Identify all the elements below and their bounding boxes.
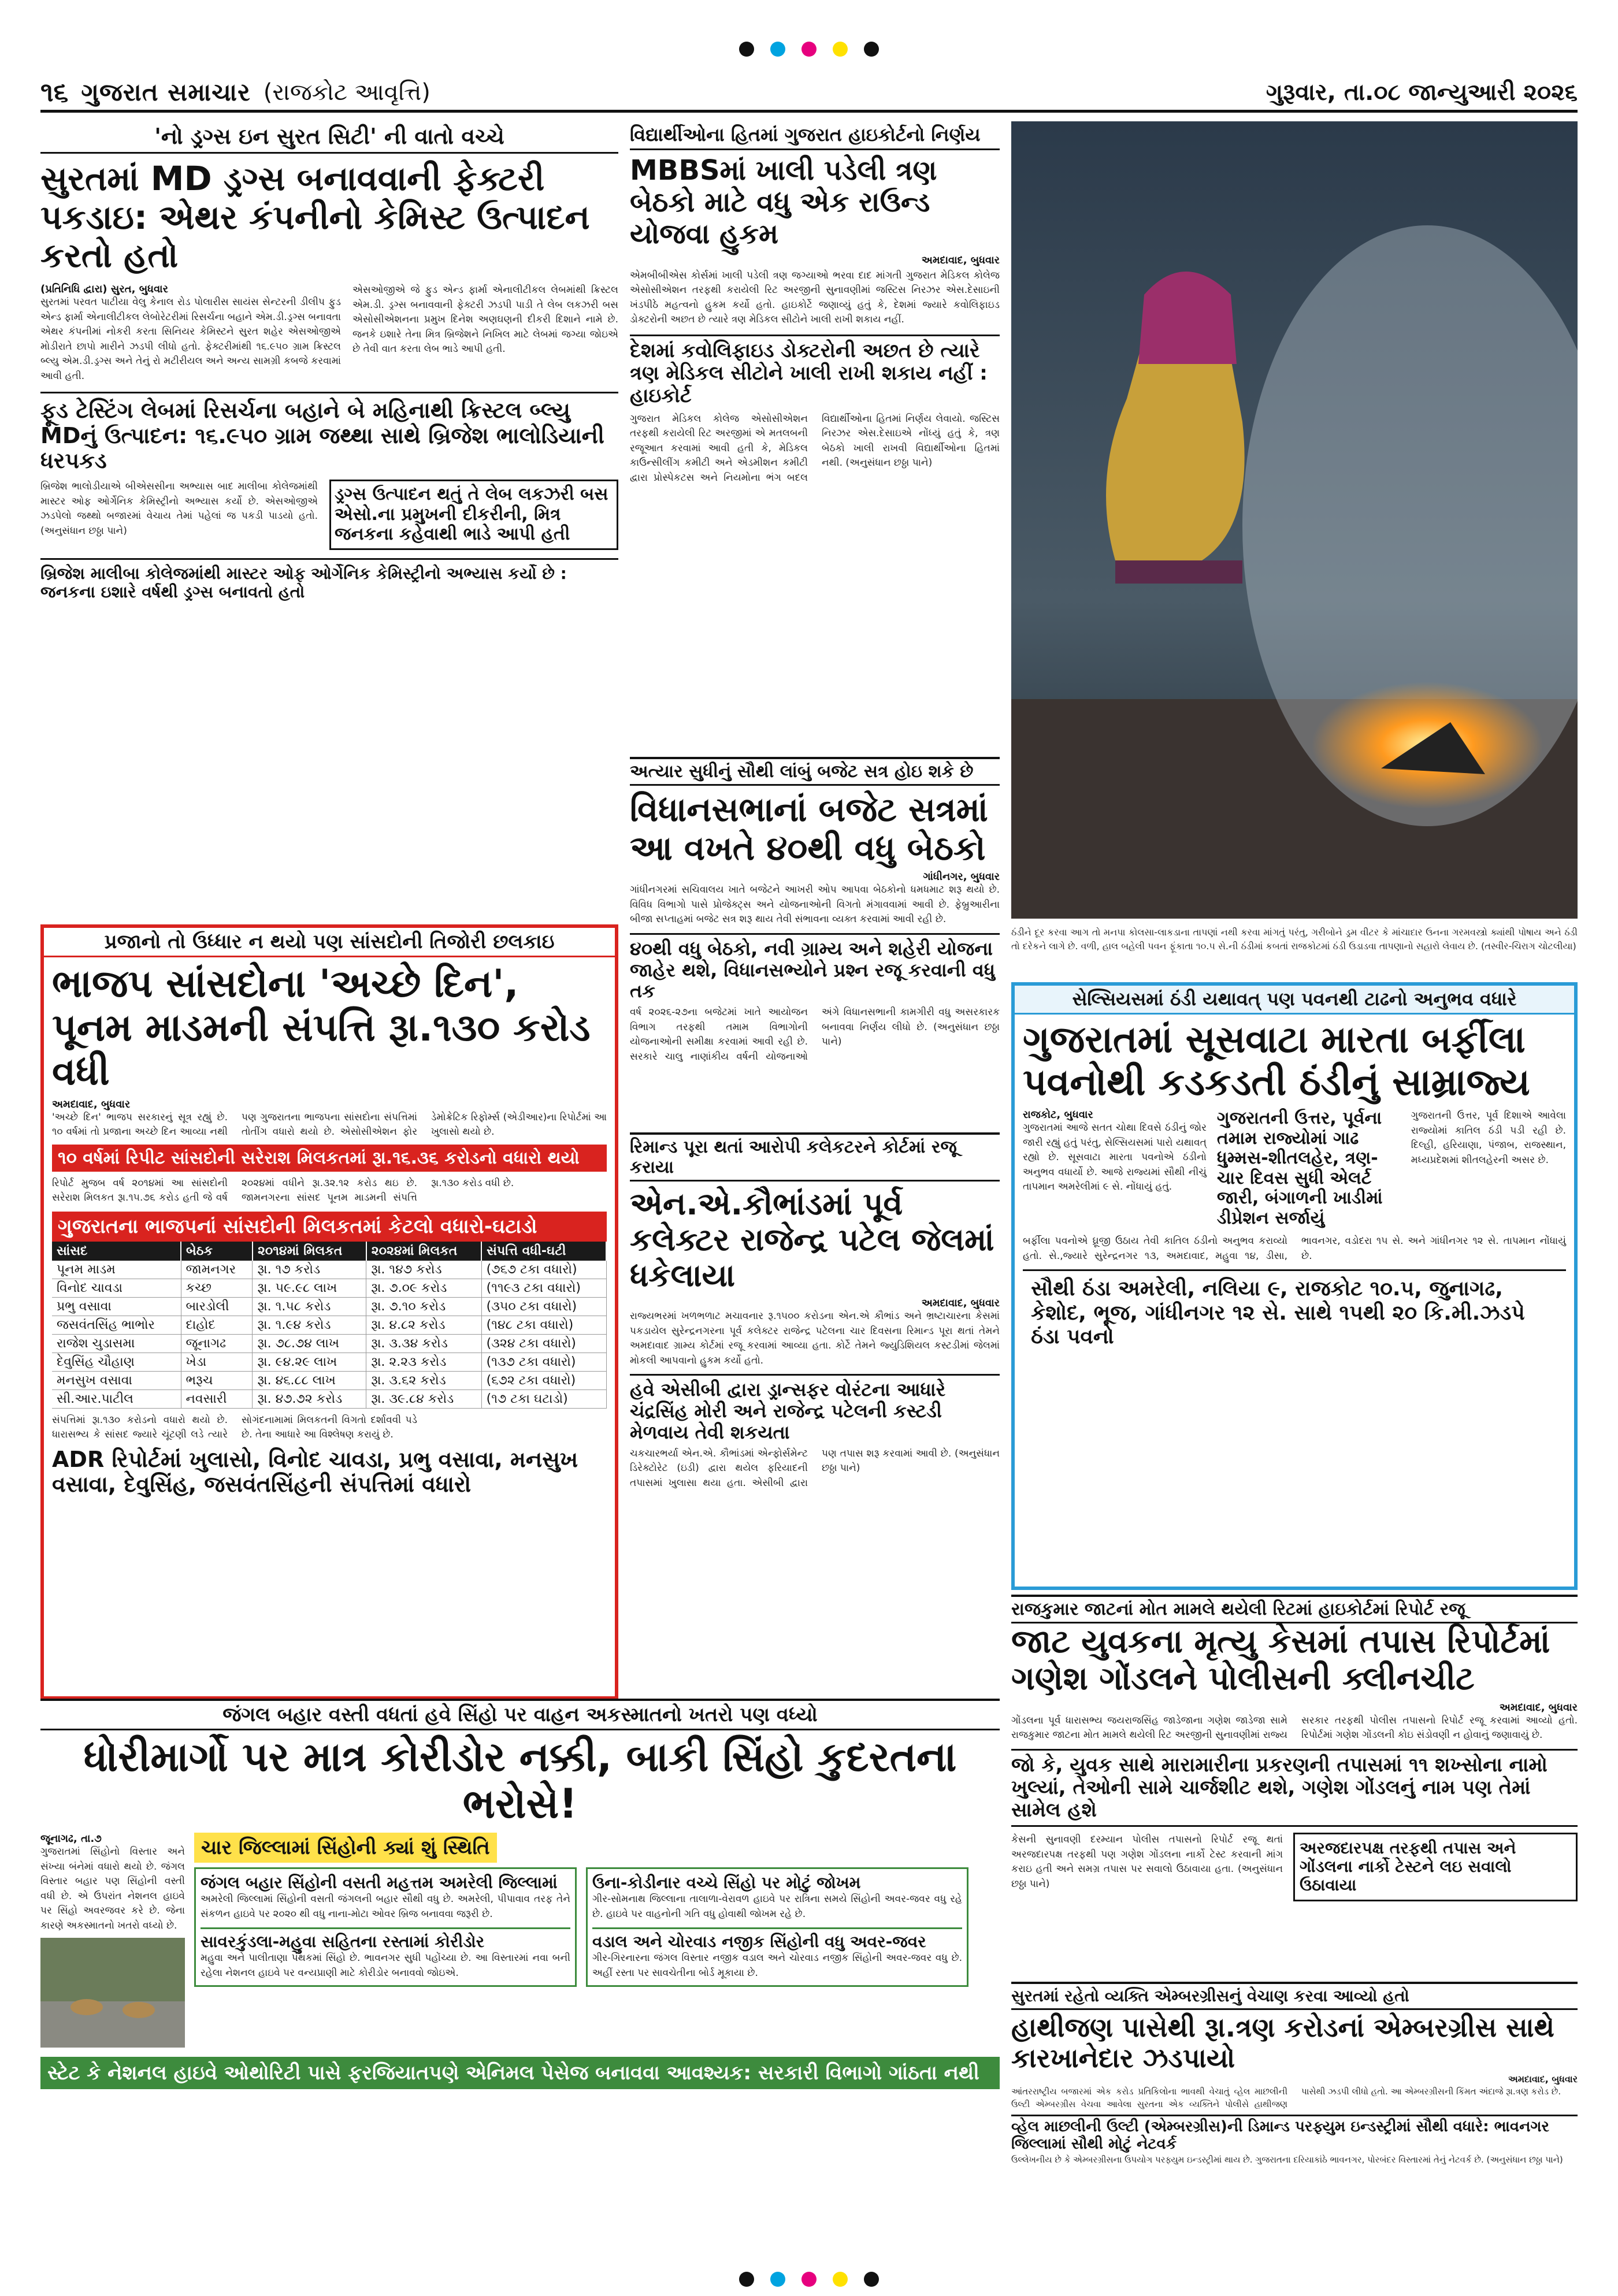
district-body: ગીર-સોમનાથ જિલ્લાના તાલાળા-વેરાવળ હાઇવે પર રાત્રિના સમયે સિંહોની અવર-જવર વધુ રહે છે. હાઇવે પર વાહનોની ગતિ વધુ હોવાથી જોખમ રહે છે. (592, 1893, 962, 1920)
reg-dot-icon (739, 42, 754, 57)
side-headline-text: ગુજરાતની ઉત્તર, પૂર્વના તમામ રાજ્યોમાં ગાઢ ધુમ્મસ-શીતલહેર, ત્રણ-ચાર દિવસ સુધી એલર્ટ જારી, બંગાળની ખાડીમાં ડીપ્રેશન સર્જાયું (1216, 1108, 1383, 1228)
article-body: આંતરરાષ્ટ્રીય બજારમાં એક કરોડ પ્રતિકિલોના ભાવથી વેચાતું વ્હેલ માછલીની ઉલ્ટી એમ્બરગ્રીસ વેચવા આવેલા સુરતના એક વ્યક્તિને પોલીસે હાથીજણ પાસેથી ઝડપી લીધો હતો. આ એમ્બરગ્રીસની કિંમત અંદાજે રૂા.ત્રણ કરોડ છે. (1011, 2086, 1561, 2110)
table-cell: રૂા. ૭.૧૦ કરોડ (366, 1297, 481, 1316)
table-cell: (૩૫૦ ટકા વધારો) (481, 1297, 606, 1316)
sub-headline: બ્રિજેશ માલીબા કોલેજમાંથી માસ્ટર ઓફ ઓર્ગેનિક કેમિસ્ટ્રીનો અભ્યાસ કર્યો છે : જનકના ઇશારે વર્ષથી ડ્રગ્સ બનાવતો હતો (40, 558, 618, 601)
dateline: અમદાવાદ, બુધવાર (921, 1297, 1000, 1310)
dateline: અમદાવાદ, બુધવાર (52, 1098, 131, 1110)
table-cell: જૂનાગઢ (181, 1334, 253, 1353)
sub-headline: જો કે, યુવક સાથે મારામારીના પ્રકરણની તપાસમાં ૧૧ શખ્સોના નામો ખુલ્યાં, તેઓની સામે ચાર્જશીટ થશે, ગણેશ ગોંડલનું નામ પણ તેમાં સામેલ હશે (1011, 1749, 1578, 1827)
table-row (52, 1334, 606, 1353)
table-cell: રૂા. ૩૯.૮૪ કરોડ (366, 1390, 481, 1408)
highlight-box: ૧૦ વર્ષમાં રિપીટ સાંસદોની સરેરાશ મિલકતમાં રૂા.૧૬.૩૬ કરોડનો વધારો થયો (52, 1145, 607, 1172)
table-header: ૨૦૨૪માં મિલકત (366, 1242, 481, 1261)
table-cell: (૧૪૮ ટકા વધારો) (481, 1316, 606, 1334)
article-body-continued: કેસની સુનાવણી દરમ્યાન પોલીસ તપાસનો રિપોર્ટ રજૂ થતાં અરજદારપક્ષ તરફથી પણ ગણેશ ગોંડલના નાર્કો ટેસ્ટ કરવાની માંગ કરાઇ હતી અને સમગ્ર તપાસ પર સવાલો ઉઠાવાયા હતા. (અનુસંધાન છઠ્ઠા પાને) (1011, 1834, 1283, 1890)
table-cell: બારડોલી (181, 1297, 253, 1316)
table-row (52, 1316, 606, 1334)
district-box (194, 1867, 577, 1987)
headline: એન.એ.કૌભાંડમાં પૂર્વ કલેક્ટર રાજેન્દ્ર પટેલ જેલમાં ધકેલાયા (630, 1186, 994, 1294)
headline: વિધાનસભાનાં બજેટ સત્રમાં આ વખતે ૪૦થી વધુ બેઠકો (630, 790, 988, 868)
table-cell: રૂા. ૩.૬૨ કરોડ (366, 1371, 481, 1390)
table-cell: ભરૂચ (181, 1371, 253, 1390)
table-cell: (૭૬૭ ટકા વધારો) (481, 1261, 606, 1279)
reg-dot-icon (833, 2272, 848, 2287)
article-body-continued: રિપોર્ટ મુજબ વર્ષ ૨૦૧૪માં આ સાંસદોની સરેરાશ મિલકત રૂા.૧૫.૭૬ કરોડ હતી જે વર્ષ ૨૦૨૪માં વધીને રૂા.૩૨.૧૨ કરોડ થઇ છે. જામનગરના સાંસદ પૂનમ માડમની સંપત્તિ રૂા.૧૩૦ કરોડ વધી છે. (52, 1177, 514, 1204)
table-cell: રૂા. ૪૭.૭૨ કરોડ (253, 1390, 366, 1408)
headline: MBBSમાં ખાલી પડેલી ત્રણ બેઠકો માટે વધુ એક રાઉન્ડ યોજવા હુકમ (630, 154, 937, 251)
side-headline: ડ્રગ્સ ઉત્પાદન થતું તે લેબ લકઝરી બસ એસો.ના પ્રમુખની દીકરીની, મિત્ર જનકના કહેવાથી ભાડે આપી હતી (329, 480, 618, 550)
article-body: 'અચ્છે દિન' ભાજપ સરકારનું સૂત્ર રહ્યું છે. ૧૦ વર્ષમાં તો પ્રજાના અચ્છે દિન આવ્યા નથી પણ ગુજરાતના ભાજપના સાંસદોના સંપત્તિમાં તોતીંગ વધારો થયો છે. એસોસીએશન ફોર ડેમોક્રેટિક રિફોર્મ્સ (એડીઆર)ના રિપોર્ટમાં આ ખુલાસો થયો છે. (52, 1111, 607, 1138)
table-row (52, 1297, 606, 1316)
issue-date: ગુરૂવાર, તા.૦૮ જાન્યુઆરી ૨૦૨૬ (1266, 79, 1578, 106)
table-cell: રૂા. ૧.૯૪ કરોડ (253, 1316, 366, 1334)
article-mbbs-seats (630, 121, 1000, 745)
side-box-kicker: અરજદારપક્ષ તરફથી તપાસ અને ગોંડલના નાર્કો ટેસ્ટને લઇ સવાલો ઉઠાવાયા (1300, 1838, 1516, 1895)
dateline: અમદાવાદ, બુધવાર (1499, 1701, 1578, 1714)
dateline: રાજકોટ, બુધવાર (1023, 1109, 1093, 1121)
reg-dot-icon (864, 42, 879, 57)
headline: ભાજપ સાંસદોના 'અચ્છે દિન', પૂનમ માડમની સંપત્તિ રૂા.૧૩૦ કરોડ વધી (52, 961, 591, 1094)
table-header: ૨૦૧૪માં મિલકત (253, 1242, 366, 1261)
table-cell: વિનોદ ચાવડા (52, 1279, 181, 1297)
kicker: સુરતમાં રહેતો વ્યક્તિ એમ્બરગ્રીસનું વેચાણ કરવા આવ્યો હતો (1011, 1982, 1578, 2010)
article-body: ગુજરાતમાં આજે સતત ચોથા દિવસે ઠંડીનું જોર જારી રહ્યું હતું પરંતુ, સેલ્સિયસમાં પારો યથાવત્ રહ્યો છે. સૂસવાટા મારતા પવનોએ ઠંડીનો અનુભવ વધાર્યો છે. આજે રાજ્યમાં સૌથી નીચું તાપમાન અમરેલીમાં ૯ સે. નોંધાયું હતું. (1023, 1122, 1207, 1193)
table-title: ગુજરાતના ભાજપનાં સાંસદોની મિલકતમાં કેટલો વધારો-ઘટાડો (52, 1212, 607, 1242)
table-cell: દેવુસિંહ ચૌહાણ (52, 1353, 181, 1371)
article-lions-highway (40, 1699, 1000, 2207)
reg-dot-icon (864, 2272, 879, 2287)
kicker: પ્રજાનો તો ઉધ્ધાર ન થયો પણ સાંસદોની તિજોરી છલકાઇ (44, 928, 615, 957)
district-title: ઉના-કોડીનાર વચ્ચે સિંહો પર મોટું જોખમ (592, 1873, 861, 1892)
kicker: રાજકુમાર જાટનાં મોત મામલે થયેલી રિટમાં હાઇકોર્ટમાં રિપોર્ટ રજૂ (1011, 1595, 1578, 1623)
cold-wave-photo (1011, 121, 1578, 919)
reg-dot-icon (801, 2272, 817, 2287)
table-cell: રાજેશ ચુડાસમા (52, 1334, 181, 1353)
table-cell: રૂા. ૧૪૭ કરોડ (366, 1261, 481, 1279)
article-body: એમબીબીએસ કોર્સમાં ખાલી પડેલી ત્રણ જગ્યાઓ ભરવા દાદ માંગતી ગુજરાત મેડિકલ કોલેજ એસોસીએશન તરફથી કરાયેલી રિટ અરજીની સુનાવણીમાં જસ્ટિસ નિરઝર એસ.દેસાઇની ખંડપીઠે મહત્વનો હુકમ કર્યો હતો. હાઇકોર્ટે જણાવ્યું હતું કે, દેશમાં જ્યારે કવોલિફાઇડ ડોક્ટરોની અછત છે ત્યારે ત્રણ મેડિકલ સીટોને ખાલી રાખી શકાય નહીં. (630, 269, 1000, 326)
photo-caption: ઠંડીને દૂર કરવા આગ તો મનપા કોલસા-લાકડાના તાપણાં નથી કરવા માંગતું પરંતુ, ગરીબોને ડ્રમ વીટર કે માંચાદાર ઉનના ગરમવસ્ત્રો ક્યાંથી પોષાય અને ઠંડી તો દરેકને લાગે છે. વળી, હાલ બહેલી પવન ફૂંકાતા ૧૦.૫ સે.ની ઠંડીમાં કબતાં રાજકોટમાં ઠંડી ઉડાડવા તાપણાનો સહારો લેવાય છે. (તસ્વીર-ચિરાગ ચોટલીયા) (1011, 927, 1578, 952)
article-na-scam (630, 1132, 1000, 1670)
article-ambergris (1011, 1982, 1578, 2259)
sub-headline: વ્હેલ માછલીની ઉલ્ટી (એમ્બરગ્રીસ)ની ડિમાન્ડ પરફ્યુમ ઇન્ડસ્ટ્રીમાં સૌથી વધારે: ભાવનગર જિલ્લામાં સૌથી મોટું નેટવર્ક (1011, 2115, 1578, 2153)
sub-headline: ફૂડ ટેસ્ટિંગ લેબમાં રિસર્ચના બહાને બે મહિનાથી ક્રિસ્ટલ બ્લ્યુ MDનું ઉત્પાદન: ૧૬.૯૫૦ ગ્રામ જથ્થા સાથે બ્રિજેશ ભાલોડિયાની ધરપકડ (40, 392, 618, 474)
masthead (40, 75, 1578, 113)
district-title: સાવરકુંડલા-મહુવા સહિતના રસ્તામાં કોરીડોર (201, 1927, 570, 1951)
kicker: 'નો ડ્રગ્સ ઇન સુરત સિટી' ની વાતો વચ્ચે (40, 121, 618, 154)
article-body-continued: ગુજરાત મેડિકલ કોલેજ એસોસીએશન તરફથી કરાયેલી રિટ અરજીમાં એ મતલબની રજૂઆત કરવામાં આવી હતી કે, મેડિકલ કાઉન્સીલીંગ કમીટી અને એડમીશન કમીટી દ્વારા પ્રોસ્પેકટસ અને નિયમોના ભંગ બદલ વિદ્યાર્થીઓના હિતમાં નિર્ણય લેવાયો. જસ્ટિસ નિરઝર એસ.દેસાઇએ નોંધ્યું હતું કે, ત્રણ બેઠકો ખાલી રાખવી વિદ્યાર્થીઓના હિતમાં નથી. (અનુસંધાન છઠ્ઠા પાને) (630, 413, 1000, 484)
reg-dot-icon (770, 42, 785, 57)
table-cell: જસવંતસિંહ ભાભોર (52, 1316, 181, 1334)
table-cell: (૩૨૪ ટકા વધારો) (481, 1334, 606, 1353)
district-box (586, 1867, 968, 1987)
article-body-continued: એસઓજીએ જે ફુડ એન્ડ ફાર્મા એનાલીટીકલ લેબમાંથી ક્રિસ્ટલ એમ.ડી. ડ્રગ્સ બનાવવાની ફેક્ટરી ઝડપી પાડી તે લેબ લકઝરી બસ એસોસીએશનના પ્રમુખ દિનેશ અણઘણની દીકરી દિશાને નામે છે. જનકે ઇશારે તેના મિત્ર બ્રિજેશને નિખિલ માટે લેબમાં જગ્યા જોઇએ છે તેવી વાત કરતા લેબ ભાડે આપી હતી. (352, 284, 618, 355)
page-number: ૧૬ (40, 76, 69, 107)
table-cell: રૂા. ૧૭ કરોડ (253, 1261, 366, 1279)
article-body: રાજ્યભરમાં ખળભળાટ મચાવનાર રૂ.૧૫૦૦ કરોડના એન.એ કૌભાંડ અને ભ્રષ્ટાચારના કેસમાં પકડાયેલ સુરેન્દ્રનગરના પૂર્વ કલેક્ટર રાજેન્દ્ર પટેલના ચાર દિવસના રિમાન્ડ પૂરા થતાં તેમને અમદાવાદ ગ્રામ્ય કોર્ટમાં રજૂ કરવામાં આવ્યા હતા. કોર્ટે તેમને જ્યુડિશિયલ કસ્ટડીમાં જેલમાં મોકલી આપવાનો હુકમ કર્યો હતો. (630, 1310, 1000, 1366)
table-row (52, 1353, 606, 1371)
photo-block (1011, 121, 1578, 976)
table-cell: રૂા. ૯૪.૨૯ લાખ (253, 1353, 366, 1371)
district-title: વડાલ અને ચોરવાડ નજીક સિંહોની વધુ અવર-જવર (592, 1927, 962, 1951)
article-body-continued: ચકચારભર્યા એન.એ. કૌભાંડમાં એન્ફોર્સમેન્ટ ડિરેક્ટોરેટ (ઇડી) દ્વારા થયેલ ફરિયાદની તપાસમાં ખુલાસા થયા હતા. એસીબી દ્વારા પણ તપાસ શરૂ કરવામાં આવી છે. (અનુસંધાન છઠ્ઠા પાને) (630, 1447, 1000, 1489)
table-cell: રૂા. ૫૯.૯૮ લાખ (253, 1279, 366, 1297)
table-cell: રૂા. ૭૮.૭૪ લાખ (253, 1334, 366, 1353)
article-body: સુરતમાં પરવત પાટીયા વેલુ કેનાલ રોડ પોલારીસ સાયંસ સેન્ટરની ડીલીપ ફુડ એન્ડ ફાર્મા એનાલીટીકલ લેબોરેટરીમાં રિસર્ચના બહાને એમ.ડી.ડ્રગ્સ બનાવતા એથર કંપનીમાં નોકરી કરતા સિનિયર કેમિસ્ટને સુરત શહેર એસઓજીએ મોડીરાતે છાપો મારીને ઝડપી લીધો હતો. ફેક્ટરીમાંથી ૧૬.૯૫૦ ગ્રામ ક્રિસ્ટલ બ્લ્યુ એમ.ડી.ડ્રગ્સ અને તેનું રો મટીરીયલ અને અન્ય સામગ્રી કબજે કરવામાં આવી હતી. (40, 296, 341, 382)
table-cell: રૂા. ૧.૫૮ કરોડ (253, 1297, 366, 1316)
kicker: અત્યાર સુધીનું સૌથી લાંબું બજેટ સત્ર હોઇ શકે છે (630, 757, 1000, 786)
table-cell: રૂા. ૨.૨૩ કરોડ (366, 1353, 481, 1371)
table-row (52, 1371, 606, 1390)
district-body: અમરેલી જિલ્લામાં સિંહોની વસતી જંગલની બહાર સૌથી વધુ છે. અમરેલી, પીપાવાવ તરફ તેને સંકળન હાઇવે પર ૨૦૨૦ થી વધુ નાના-મોટા ઓવર બ્રિજ બનાવવા જરૂરી છે. (201, 1893, 570, 1920)
article-body: બર્ફીલા પવનોએ ઘ્રૂજી ઉઠાય તેવી કાતિલ ઠંડીનો અનુભવ કરાવ્યો હતો. સે.,જ્યારે સુરેન્દ્રનગર ૧૩, અમદાવાદ, મહુવા ૧૪, ડીસા, ભાવનગર, વડોદરા ૧૫ સે. અને ગાંધીનગર ૧૨ સે. તાપમાન નોંધાયું છે. (1023, 1235, 1566, 1262)
kicker: જંગલ બહાર વસ્તી વધતાં હવે સિંહો પર વાહન અકસ્માતનો ખતરો પણ વધ્યો (40, 1699, 1000, 1730)
table-row (52, 1390, 606, 1408)
dateline: અમદાવાદ, બુધવાર (921, 254, 1000, 266)
headline: સુરતમાં MD ડ્રગ્સ બનાવવાની ફેક્ટરી પકડાઇ: એથર કંપનીનો કેમિસ્ટ ઉત્પાદન કરતો હતો (40, 159, 590, 276)
newspaper-name: ગુજરાત સમાચાર (81, 78, 251, 106)
article-body-continued: વર્ષ ૨૦૨૬-૨૭ના બજેટમાં ખાતે આયોજન વિભાગ તરફથી તમામ વિભાગોની યોજનાઓની સમીક્ષા કરવામાં આવી રહી છે. સરકારે ચાલુ નાણાંકીય વર્ષની યોજનાઓ અંગે વિધાનસભાની કામગીરી વધુ અસરકારક બનાવવા નિર્ણય લીધો છે. (અનુસંધાન છઠ્ઠા પાને) (630, 1006, 1000, 1062)
table-header: સંપત્તિ વધી-ઘટી (481, 1242, 606, 1261)
table-cell: નવસારી (181, 1390, 253, 1408)
table-row (52, 1279, 606, 1297)
dateline: અમદાવાદ, બુધવાર (1508, 2073, 1578, 2085)
headline: ગુજરાતમાં સૂસવાટા મારતા બર્ફીલા પવનોથી કડકડતી ઠંડીનું સામ્રાજ્ય (1023, 1019, 1530, 1104)
footer-banner: સ્ટેટ કે નેશનલ હાઇવે ઓથોરિટી પાસે ફરજિયાતપણે એનિમલ પેસેજ બનાવવા આવશ્યક: સરકારી વિભાગો ગાંઠતા નથી (40, 2057, 1000, 2089)
district-body: ગીર-ગિરનારના જંગલ વિસ્તાર નજીક વડાલ અને ચોરવાડ નજીક સિંહોની અવર-જવર વધુ છે. અહીં રસ્તા પર સાવચેતીના બોર્ડ મૂકાયા છે. (592, 1952, 962, 1979)
article-budget-session (630, 757, 1000, 1127)
article-body: ગાંધીનગરમાં સચિવાલય ખાતે બજેટને આખરી ઓપ આપવા બેઠકોનો ધમધમાટ શરૂ થયો છે. વિવિધ વિભાગો પાસે પ્રોજેક્ટ્સ અને યોજનાઓની વિગતો મંગાવવામાં આવી છે. ફેબ્રુઆરીના બીજા સપ્તાહમાં બજેટ સત્ર શરૂ થાય તેવી સંભાવના વ્યક્ત કરવામાં આવી રહી છે. (630, 884, 1000, 926)
reg-dot-icon (739, 2272, 754, 2287)
table-row (52, 1261, 606, 1279)
reg-dot-icon (801, 42, 817, 57)
headline: ધોરીમાર્ગો પર માત્ર કોરીડોર નક્કી, બાકી સિંહો કુદરતના ભરોસે! (83, 1733, 957, 1827)
article-md-drugs (40, 121, 618, 919)
table-cell: (૧૩૭ ટકા વધારો) (481, 1353, 606, 1371)
kicker: વિદ્યાર્થીઓના હિતમાં ગુજરાત હાઇકોર્ટનો નિર્ણય (630, 121, 1000, 150)
table-cell: રૂા. ૭.૦૯ કરોડ (366, 1279, 481, 1297)
sub-headline: દેશમાં કવોલિફાઇડ ડોક્ટરોની અછત છે ત્યારે ત્રણ મેડિકલ સીટોને ખાલી રાખી શકાય નહીં : હાઇકોર્ટ (630, 335, 1000, 407)
table-cell: રૂા. ૪૬.૮૮ લાખ (253, 1371, 366, 1390)
mp-wealth-table (52, 1242, 607, 1409)
article-body: સંપત્તિમાં રૂા.૧૩૦ કરોડનો વધારો થયો છે. ધારાસભ્ય કે સાંસદ જ્યારે ચૂંટણી લડે ત્યારે સોગંદનામામાં મિલકતની વિગતો દર્શાવવી પડે છે. તેના આધારે આ વિશ્લેષણ કરાયું છે. (52, 1414, 417, 1441)
table-cell: કચ્છ (181, 1279, 253, 1297)
table-cell: પ્રભુ વસાવા (52, 1297, 181, 1316)
article-body: ગોંડલના પૂર્વ ધારાસભ્ય જયરાજસિંહ જાડેજાના ગણેશ જાડેજા સામે રાજકુમાર જાટના મોત મામલે થયેલી રિટ અરજીની સુનાવણીમાં રાજ્ય સરકાર તરફથી પોલીસ તપાસનો રિપોર્ટ રજૂ કરવામાં આવ્યો હતો. રિપોર્ટમાં ગણેશ ગોંડલની કોઇ સંડોવણી ન હોવાનું જણાવાયું છે. (1011, 1714, 1578, 1741)
article-body: બ્રિજેશ ભાલોડીયાએ બીએસસીના અભ્યાસ બાદ માલીબા કોલેજમાંથી માસ્ટર ઓફ ઓર્ગેનિક કેમિસ્ટ્રીનો અભ્યાસ કર્યો છે. એસઓજીએ ઝડપેલો જથ્થો બજારમાં વેચાય તેમાં પહેલાં જ પકડી પાડયો હતો. (અનુસંધાન છઠ્ઠા પાને) (40, 481, 318, 537)
lions-photo (40, 1938, 185, 2048)
headline: જાટ યુવકના મૃત્યુ કેસમાં તપાસ રિપોર્ટમાં ગણેશ ગોંડલને પોલીસની ક્લીનચીટ (1011, 1623, 1550, 1698)
table-header-row (52, 1242, 606, 1261)
table-cell: દાહોદ (181, 1316, 253, 1334)
registration-marks-top (0, 40, 1618, 58)
table-cell: પૂનમ માડમ (52, 1261, 181, 1279)
table-cell: રૂા. ૩.૩૪ કરોડ (366, 1334, 481, 1353)
table-cell: મનસુખ વસાવા (52, 1371, 181, 1390)
box-title: ચાર જિલ્લામાં સિંહોની ક્યાં શું સ્થિતિ (194, 1833, 497, 1863)
kicker: રિમાન્ડ પૂરા થતાં આરોપી કલેકટરને કોર્ટમાં રજૂ કરાયા (630, 1132, 1000, 1182)
table-header: બેઠક (181, 1242, 253, 1261)
reg-dot-icon (770, 2272, 785, 2287)
article-body-continued: ઉલ્લેખનીય છે કે એમ્બરગ્રીસના ઉપયોગ પરફ્યુમ ઇન્ડસ્ટ્રીમાં થાય છે. ગુજરાતના દરિયાકાંઠે ભાવનગર, પોરબંદર વિસ્તારમાં તેનું નેટવર્ક છે. (અનુસંધાન છઠ્ઠા પાને) (1011, 2154, 1563, 2165)
table-header: સાંસદ (52, 1242, 181, 1261)
dateline: ગાંધીનગર, બુધવાર (923, 871, 1000, 883)
table-cell: સી.આર.પાટીલ (52, 1390, 181, 1408)
table-cell: રૂા. ૪.૮૨ કરોડ (366, 1316, 481, 1334)
side-box (1293, 1833, 1578, 1901)
sub-headline: સૌથી ઠંડા અમરેલી, નલિયા ૯, રાજકોટ ૧૦.૫, જુનાગઢ, કેશોદ, ભૂજ, ગાંધીનગર ૧૨ સે. સાથે ૧૫થી ૨૦ કિ.મી.ઝડપે ઠંડા પવનો (1023, 1269, 1566, 1354)
edition: (રાજકોટ આવૃત્તિ) (263, 79, 431, 106)
district-body: મહુવા અને પાલીતાણા પંથકમાં સિંહો છે. ભાવનગર સુધી પહોંચ્યા છે. આ વિસ્તારમાં નવા બની રહેલા નેશનલ હાઇવે પર વન્યપ્રાણી માટે કોરીડોર બનાવવો જોઇએ. (201, 1952, 570, 1979)
table-cell: જામનગર (181, 1261, 253, 1279)
dateline: (પ્રતિનિધિ દ્વારા) સુરત, બુધવાર (40, 283, 168, 296)
headline: હાથીજણ પાસેથી રૂા.ત્રણ કરોડનાં એમ્બરગ્રીસ સાથે કારખાનેદાર ઝડપાયો (1011, 2012, 1554, 2074)
kicker: સેલ્સિયસમાં ઠંડી યથાવત્ પણ પવનથી ટાઢનો અનુભવ વધારે (1015, 986, 1574, 1015)
district-title: જંગલ બહાર સિંહોની વસતી મહત્તમ અમરેલી જિલ્લામાં (201, 1873, 558, 1892)
sub-headline: ૪૦થી વધુ બેઠકો, નવી ગ્રામ્ય અને શહેરી યોજના જાહેર થશે, વિધાનસભ્યોને પ્રશ્ન રજૂ કરવાની વધુ તક (630, 933, 1000, 1002)
article-body: ગુજરાતમાં સિંહોનો વિસ્તાર અને સંખ્યા બંનેમાં વધારો થયો છે. જંગલ વિસ્તાર બહાર પણ સિંહોની વસ્તી વધી છે. એ ઉપરાંત નેશનલ હાઇવે પર સિંહો અવરજવર કરે છે. જેના કારણે અકસ્માતનો ખતરો વધ્યો છે. (40, 1846, 185, 1931)
sub-headline: ADR રિપોર્ટમાં ખુલાસો, વિનોદ ચાવડા, પ્રભુ વસાવા, મનસુખ વસાવા, દેવુસિંહ, જસવંતસિંહની સંપત્તિમાં વધારો (52, 1446, 578, 1498)
table-cell: (૧૧૯૩ ટકા વધારો) (481, 1279, 606, 1297)
table-cell: (૬૭૨ ટકા વધારો) (481, 1371, 606, 1390)
dateline: જૂનાગઢ, તા.૭ (40, 1833, 102, 1845)
table-cell: (૧૭ ટકા ઘટાડો) (481, 1390, 606, 1408)
registration-marks-bottom (0, 2271, 1618, 2288)
side-headline (1217, 1109, 1401, 1228)
reg-dot-icon (833, 42, 848, 57)
article-cold-wave (1011, 982, 1578, 1590)
table-cell: ખેડા (181, 1353, 253, 1371)
article-mp-wealth (40, 924, 618, 1700)
sub-headline: હવે એસીબી દ્વારા ડ્રાન્સફર વોરંટના આધારે ચંદ્રસિંહ મોરી અને રાજેન્દ્ર પટેલની કસ્ટડી મેળવાય તેવી શકયતા (630, 1374, 1000, 1443)
article-body-continued: ગુજરાતની ઉત્તર, પૂર્વ દિશાએ આવેલા રાજ્યોમાં કાતિલ ઠંડી પડી રહી છે. દિલ્હી, હરિયાણા, પંજાબ, રાજસ્થાન, મધ્યપ્રદેશમાં શીતલહેરની અસર છે. (1411, 1110, 1566, 1166)
